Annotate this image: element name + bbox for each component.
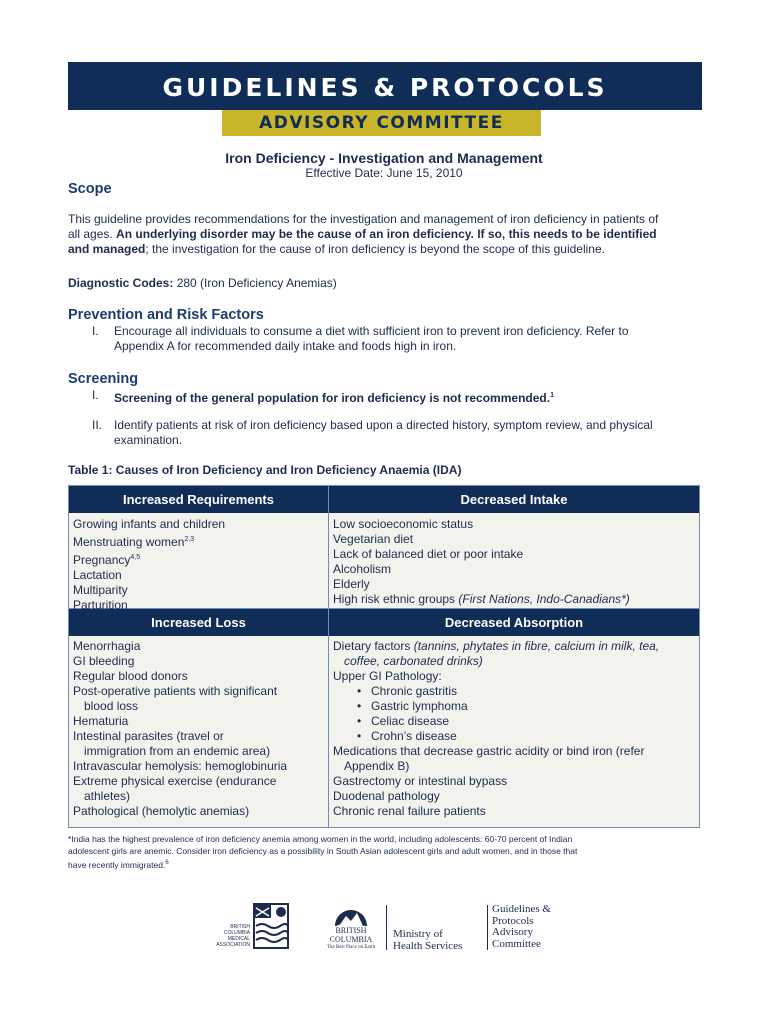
logo-text: BRITISH <box>335 926 367 935</box>
header-decreased-absorption: Decreased Absorption <box>329 609 699 636</box>
table-row <box>333 639 659 654</box>
list-number: I. <box>92 388 99 402</box>
table-row <box>73 550 225 568</box>
logo-text: MEDICAL <box>227 936 250 942</box>
table-row: Upper GI Pathology: <box>333 669 442 683</box>
increased-requirements-cell <box>73 517 225 613</box>
table-row: Lack of balanced diet or poor intake <box>333 547 524 561</box>
bc-wordmark <box>322 926 380 944</box>
logo-text: Guidelines & <box>492 903 551 915</box>
causes-table <box>68 485 700 828</box>
logo-text: Protocols <box>492 914 534 927</box>
table-row: Hematuria <box>73 714 129 728</box>
citation-sup: 6 <box>165 860 169 866</box>
table-row-continued: immigration from an endemic area) <box>84 744 271 758</box>
row-text: Menstruating women <box>73 535 185 549</box>
advisory-committee-banner: ADVISORY COMMITTEE <box>222 110 541 136</box>
scope-line-1: This guideline provides recommendations for the investigation and management of iron deficiency in patients of <box>68 212 659 226</box>
table-row <box>73 532 225 550</box>
list-line: Appendix A for recommended daily intake and foods high in iron. <box>114 339 457 353</box>
table-row: Post-operative patients with significant <box>73 684 278 698</box>
header-increased-loss: Increased Loss <box>69 609 328 636</box>
header-decreased-intake: Decreased Intake <box>329 486 699 513</box>
diagnostic-value: 280 (Iron Deficiency Anemias) <box>173 276 337 290</box>
bullet-item <box>333 714 659 729</box>
table-row-continued: Appendix B) <box>344 759 410 773</box>
row-text-italic: (First Nations, Indo-Canadians*) <box>458 592 630 606</box>
table-row <box>333 592 630 607</box>
list-line: Identify patients at risk of iron deficiency based upon a directed history, symptom review, and physical <box>114 418 653 432</box>
scope-line-3 <box>68 242 708 257</box>
table-row: Low socioeconomic status <box>333 517 474 531</box>
list-number: I. <box>92 324 99 338</box>
bcma-crest-icon <box>252 902 292 950</box>
table-row-continued: blood loss <box>84 699 139 713</box>
citation-sup: 1 <box>550 392 554 399</box>
table-row: Growing infants and children <box>73 517 226 531</box>
bullet-item <box>333 684 659 699</box>
guidelines-banner: GUIDELINES & PROTOCOLS <box>68 62 702 110</box>
header-increased-requirements: Increased Requirements <box>69 486 328 513</box>
effective-date: Effective Date: June 15, 2010 <box>305 166 463 180</box>
footnote-line <box>68 857 708 871</box>
table-row: Extreme physical exercise (endurance <box>73 774 277 788</box>
footnote-text: have recently immigrated. <box>68 859 166 870</box>
row-text-italic: (tannins, phytates in fibre, calcium in milk, tea, <box>413 639 660 653</box>
logo-text: ASSOCIATION <box>216 942 250 948</box>
bullet-text: Gastric lymphoma <box>371 699 468 713</box>
table-row: Elderly <box>333 577 370 591</box>
table-row: Regular blood donors <box>73 669 188 683</box>
scope-emphasis: An underlying disorder may be the cause of an iron deficiency. If so, this needs to be identified <box>116 227 657 241</box>
increased-loss-cell <box>73 639 287 819</box>
footnote-line: adolescent girls are anemic. Consider iron deficiency as a possibility in South Asian adolescent girls and adult women, and in those that <box>68 846 578 856</box>
table-row: Duodenal pathology <box>333 789 440 803</box>
logo-text: Ministry of <box>393 928 443 940</box>
ministry-wordmark <box>393 928 462 952</box>
list-number: II. <box>92 418 103 432</box>
decreased-intake-cell <box>333 517 630 607</box>
list-line: Screening of the general population for iron deficiency is not recommended. <box>114 391 551 405</box>
bullet-icon: • <box>357 714 362 728</box>
table-row-continued: athletes) <box>84 789 131 803</box>
scope-heading: Scope <box>68 181 112 197</box>
scope-paragraph <box>68 212 708 257</box>
scope-text-end: ; the investigation for the cause of iron deficiency is beyond the scope of this guideline. <box>145 242 605 256</box>
list-line: Encourage all individuals to consume a diet with sufficient iron to prevent iron deficiency. Refer to <box>114 324 629 338</box>
table-row: Intravascular hemolysis: hemoglobinuria <box>73 759 288 773</box>
list-text <box>114 388 554 406</box>
table-row: Menorrhagia <box>73 639 141 653</box>
logo-text: COLUMBIA <box>329 935 373 944</box>
bullet-text: Chronic gastritis <box>371 684 458 698</box>
table-row: Alcoholism <box>333 562 392 576</box>
prevention-heading: Prevention and Risk Factors <box>68 307 264 323</box>
logo-text: Advisory <box>492 926 533 938</box>
footnote-line: *India has the highest prevalence of iron deficiency anemia among women in the world, including adolescents: 60-70 percent of Indian <box>68 834 573 844</box>
list-text <box>114 324 629 354</box>
row-text: Pregnancy <box>73 553 131 567</box>
table-row: Medications that decrease gastric acidity or bind iron (refer <box>333 744 645 758</box>
decreased-absorption-cell <box>333 639 659 819</box>
bullet-icon: • <box>357 699 362 713</box>
logo-text: Committee <box>492 937 541 950</box>
bullet-item <box>333 729 659 744</box>
table-row: GI bleeding <box>73 654 135 668</box>
list-line: examination. <box>114 433 183 447</box>
bullet-icon: • <box>357 729 362 743</box>
bcma-wordmark <box>214 924 250 948</box>
logo-divider <box>487 905 488 950</box>
bullet-icon: • <box>357 684 362 698</box>
column-divider <box>328 486 329 827</box>
bullet-text: Crohn’s disease <box>371 729 457 743</box>
row-text: High risk ethnic groups <box>333 592 459 606</box>
table-row: Vegetarian diet <box>333 532 414 546</box>
scope-line-2 <box>68 227 708 242</box>
bullet-text: Celiac disease <box>371 714 450 728</box>
logo-text: Health Services <box>393 940 463 952</box>
table-row: Intestinal parasites (travel or <box>73 729 224 743</box>
footnote <box>68 833 708 871</box>
bc-tagline: The Best Place on Earth <box>326 945 376 950</box>
table-row: Multiparity <box>73 583 128 597</box>
document-title: Iron Deficiency - Investigation and Management <box>225 150 543 166</box>
table-row: Lactation <box>73 568 122 582</box>
scope-text: all ages. <box>68 227 117 241</box>
sun-mountain-icon <box>333 902 369 928</box>
scope-emphasis-end: and managed <box>68 242 146 256</box>
gpac-wordmark <box>492 904 551 950</box>
screening-heading: Screening <box>68 371 139 387</box>
table-row: Parturition <box>73 598 128 612</box>
table-row-continued <box>333 654 659 669</box>
logo-divider <box>386 905 387 950</box>
row-text: Dietary factors <box>333 639 414 653</box>
list-text <box>114 418 653 448</box>
row-text-italic: coffee, carbonated drinks) <box>344 654 483 668</box>
table-row: Chronic renal failure patients <box>333 804 486 818</box>
logo-text: COLUMBIA <box>223 930 250 936</box>
bullet-item <box>333 699 659 714</box>
table-caption: Table 1: Causes of Iron Deficiency and Iron Deficiency Anaemia (IDA) <box>68 463 462 477</box>
table-row: Gastrectomy or intestinal bypass <box>333 774 508 788</box>
logo-text: BRITISH <box>230 924 250 930</box>
diagnostic-codes <box>68 276 337 291</box>
table-row: Pathological (hemolytic anemias) <box>73 804 250 818</box>
citation-sup: 2,3 <box>184 536 195 543</box>
citation-sup: 4,5 <box>130 554 141 561</box>
diagnostic-label: Diagnostic Codes: <box>68 276 174 290</box>
